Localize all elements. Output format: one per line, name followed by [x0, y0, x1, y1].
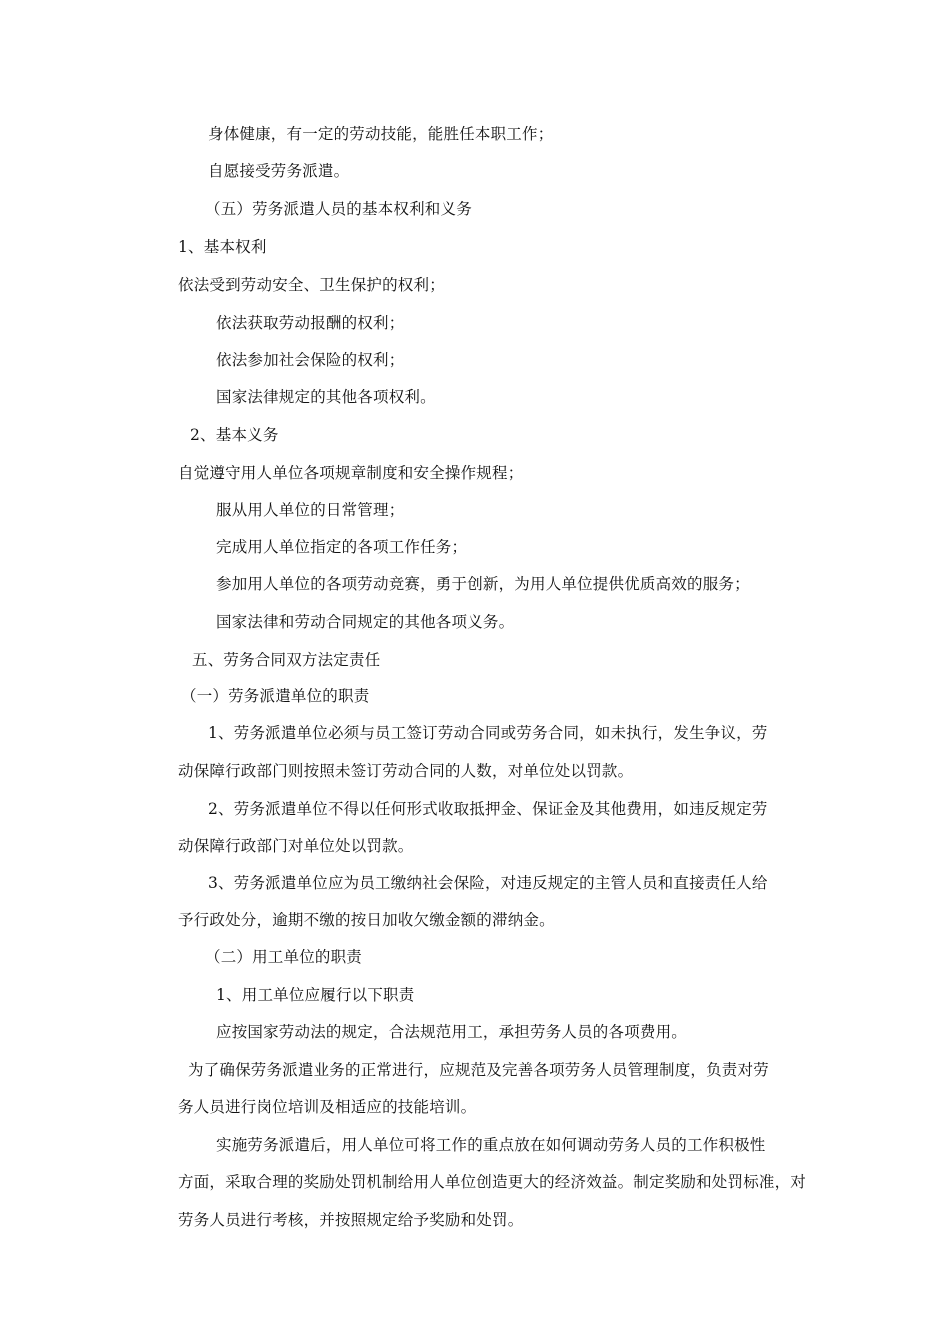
text-line: 服从用人单位的日常管理； [216, 501, 405, 519]
text-line: 依法受到劳动安全、卫生保护的权利； [178, 276, 445, 294]
paragraph-line: 予行政处分，逾期不缴的按日加收欠缴金额的滞纳金。 [178, 911, 555, 929]
paragraph-line: 实施劳务派遣后，用人单位可将工作的重点放在如何调动劳务人员的工作积极性 [216, 1136, 766, 1154]
paragraph-line: 动保障行政部门则按照未签订劳动合同的人数，对单位处以罚款。 [178, 762, 634, 780]
text-line: 国家法律和劳动合同规定的其他各项义务。 [216, 613, 515, 631]
chapter-heading: 五、劳务合同双方法定责任 [192, 651, 381, 669]
text-line: 自觉遵守用人单位各项规章制度和安全操作规程； [178, 464, 524, 482]
text-line: 自愿接受劳务派遣。 [208, 162, 350, 180]
text-line: 依法参加社会保险的权利； [216, 351, 405, 369]
text-line: 参加用人单位的各项劳动竞赛，勇于创新，为用人单位提供优质高效的服务； [216, 575, 750, 593]
paragraph-line: 3、劳务派遣单位应为员工缴纳社会保险，对违反规定的主管人员和直接责任人给 [208, 874, 768, 892]
section-heading: （一）劳务派遣单位的职责 [181, 687, 370, 705]
text-line: 完成用人单位指定的各项工作任务； [216, 538, 468, 556]
paragraph-line: 劳务人员进行考核，并按照规定给予奖励和处罚。 [178, 1211, 524, 1229]
paragraph-line: 动保障行政部门对单位处以罚款。 [178, 837, 414, 855]
paragraph-line: 为了确保劳务派遣业务的正常进行，应规范及完善各项劳务人员管理制度，负责对劳 [188, 1061, 769, 1079]
text-line: 应按国家劳动法的规定，合法规范用工，承担劳务人员的各项费用。 [216, 1023, 688, 1041]
paragraph-line: 务人员进行岗位培训及相适应的技能培训。 [178, 1098, 477, 1116]
text-line: 国家法律规定的其他各项权利。 [216, 388, 436, 406]
text-line: 依法获取劳动报酬的权利； [216, 314, 405, 332]
text-line: 身体健康，有一定的劳动技能，能胜任本职工作； [208, 125, 554, 143]
subsection-heading: 1、基本权利 [178, 238, 267, 256]
paragraph-line: 2、劳务派遣单位不得以任何形式收取抵押金、保证金及其他费用，如违反规定劳 [208, 800, 768, 818]
paragraph-line: 1、劳务派遣单位必须与员工签订劳动合同或劳务合同，如未执行，发生争议，劳 [208, 724, 768, 742]
section-heading: （二）用工单位的职责 [205, 948, 363, 966]
subsection-heading: 2、基本义务 [190, 426, 279, 444]
section-heading: （五）劳务派遣人员的基本权利和义务 [205, 200, 472, 218]
subsection-heading: 1、用工单位应履行以下职责 [216, 986, 415, 1004]
paragraph-line: 方面，采取合理的奖励处罚机制给用人单位创造更大的经济效益。制定奖励和处罚标准，对 [178, 1173, 807, 1191]
